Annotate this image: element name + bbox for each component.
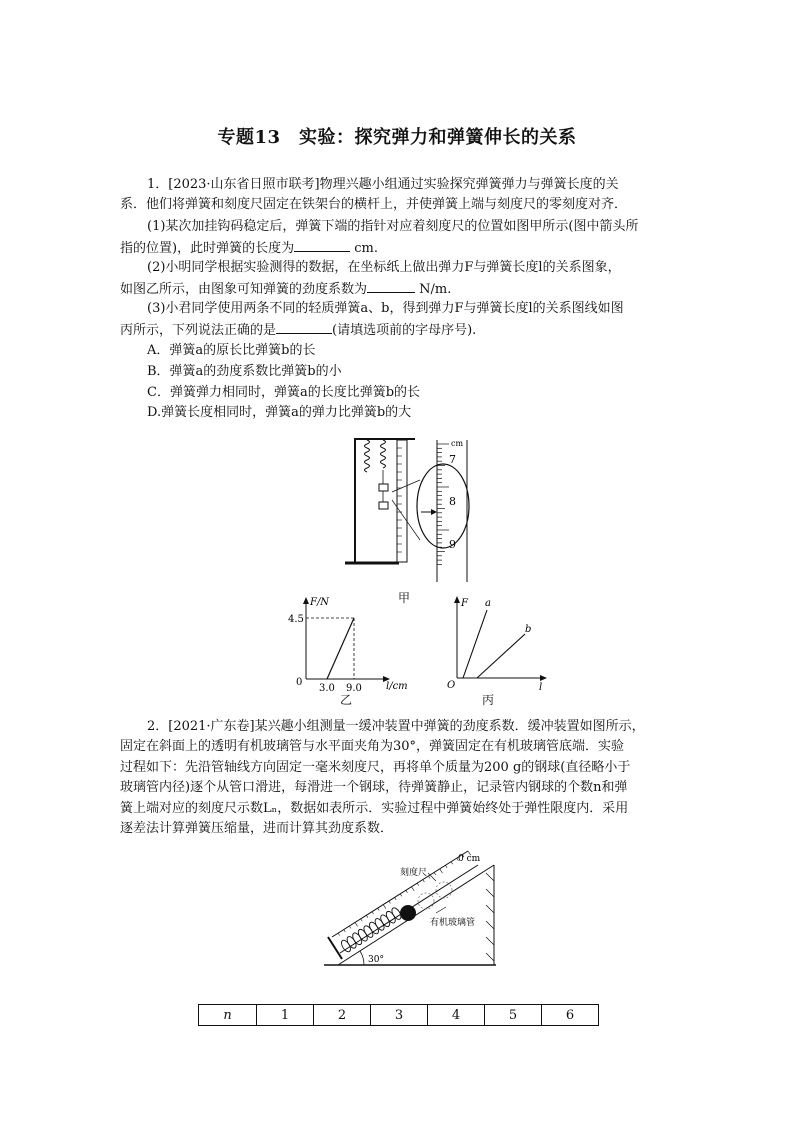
yi-y-label: F/N (310, 597, 330, 608)
table-cell-2: 2 (314, 1005, 371, 1026)
tube-bottom-stopper (328, 937, 342, 959)
stand-ruler-ticks (397, 448, 402, 552)
q1-part1-unit: cm. (350, 241, 378, 256)
answer-blank-length[interactable] (294, 239, 350, 252)
q1-option-a: A．弹簧a的原长比弹簧b的长 (147, 343, 316, 358)
q2-line-6: 逐差法计算弹簧压缩量，进而计算其劲度系数． (120, 821, 394, 836)
pointer-arrowhead (431, 509, 437, 515)
angle-label: 30° (368, 955, 384, 965)
q1-part2-line-2 (120, 280, 451, 298)
spring-right (381, 440, 386, 468)
ruler-label: 刻度尺 (400, 868, 428, 878)
table-row (199, 1005, 599, 1026)
steel-ball (400, 905, 416, 921)
yi-y-arrow (303, 597, 309, 604)
figure-bing-graph (443, 592, 553, 692)
answer-blank-stiffness[interactable] (367, 280, 415, 293)
figure-jia-caption: 甲 (398, 591, 411, 605)
table-cell-1: 1 (257, 1005, 314, 1026)
zoom-line-bottom (392, 500, 420, 540)
q1-line-2: 系．他们将弹簧和刻度尺固定在铁架台的横杆上，并使弹簧上端与刻度尺的零刻度对齐． (120, 197, 628, 212)
zoom-line-top (392, 480, 420, 492)
bing-y-arrow (454, 596, 460, 603)
bing-y-label: F (461, 598, 468, 609)
q2-line-1: 2．[2021·广东卷]某兴趣小组测量一缓冲装置中弹簧的劲度系数．缓冲装置如图所示， (147, 719, 645, 734)
bing-line-b-label: b (525, 624, 532, 635)
table-cell-4: 4 (428, 1005, 485, 1026)
yi-x-tick-3: 3.0 (319, 683, 335, 693)
q1-part2-line-1: (2)小明同学根据实验测得的数据，在坐标纸上做出弹力F与弹簧长度l的关系图象， (147, 260, 621, 275)
q1-part1-text: 指的位置)，此时弹簧的长度为 (120, 241, 295, 256)
magnifier-ellipse (417, 464, 469, 548)
tube-label: 有机玻璃管 (430, 918, 476, 928)
big-ruler-ticks (437, 444, 449, 564)
figure-yi-graph (282, 593, 412, 693)
q1-part3-text: 丙所示，下列说法正确的是 (120, 323, 277, 338)
q2-line-5: 簧上端对应的刻度尺示数Lₙ，数据如表所示．实验过程中弹簧始终处于弹性限度内．采用 (120, 801, 629, 816)
tube-label-leader (436, 907, 446, 913)
table-cell-3: 3 (371, 1005, 428, 1026)
weight-2 (379, 502, 388, 509)
angle-arc (360, 951, 364, 965)
figure-jia-apparatus (345, 432, 475, 587)
figure-tube-incline (318, 845, 503, 970)
q2-line-4: 玻璃管内径)逐个从管口滑进，每滑进一个钢球，待弹簧静止，记录管内钢球的个数n和弹 (120, 780, 628, 795)
ruler-mark-7: 7 (449, 453, 456, 466)
figure-bing-caption: 丙 (482, 693, 495, 707)
q1-part3-line-2 (120, 321, 476, 339)
bing-line-a (463, 610, 487, 678)
answer-blank-choice[interactable] (276, 321, 332, 334)
weight-1 (379, 484, 388, 491)
incline-surface (338, 865, 494, 965)
q1-option-d: D.弹簧长度相同时，弹簧a的弹力比弹簧b的大 (147, 405, 412, 420)
q1-part1-line-2 (120, 239, 378, 257)
table-header-n: n (199, 1005, 257, 1026)
yi-x-label: l/cm (386, 681, 408, 692)
bing-origin-label: O (447, 680, 456, 691)
q1-part1-line-1: (1)某次加挂钩码稳定后，弹簧下端的指针对应着刻度尺的位置如图甲所示(图中箭头所 (147, 219, 639, 234)
page-title: 专题13 实验：探究弹力和弹簧伸长的关系 (217, 127, 577, 148)
q2-line-3: 过程如下：先沿管轴线方向固定一毫米刻度尺，再将单个质量为200 g的钢球(直径略小于 (120, 760, 631, 775)
table-cell-6: 6 (542, 1005, 599, 1026)
q1-option-c: C．弹簧弹力相同时，弹簧a的长度比弹簧b的长 (147, 385, 421, 400)
bing-line-b (477, 634, 525, 678)
yi-y-tick-4-5: 4.5 (288, 614, 304, 625)
bing-line-a-label: a (485, 598, 491, 609)
ball-ghost-1 (418, 893, 434, 909)
q2-line-2: 固定在斜面上的透明有机玻璃管与水平面夹角为30°，弹簧固定在有机玻璃管底端．实验 (120, 739, 625, 754)
ruler-mark-8: 8 (449, 495, 456, 508)
yi-data-line (327, 618, 354, 679)
table-cell-5: 5 (485, 1005, 542, 1026)
q1-part2-unit: N/m. (415, 282, 452, 297)
incline-hatching (486, 873, 494, 961)
spring-left (365, 440, 370, 472)
bing-x-arrow (540, 675, 547, 681)
bing-x-label: l (539, 682, 543, 692)
q1-option-b: B．弹簧a的劲度系数比弹簧b的小 (147, 364, 342, 379)
figure-yi-caption: 乙 (340, 693, 353, 707)
zero-cm-label: 0 cm (458, 854, 481, 864)
q1-part3-line-1: (3)小君同学使用两条不同的轻质弹簧a、b，得到弹力F与弹簧长度l的关系图线如图 (147, 301, 624, 316)
q1-part3-hint: (请填选项前的字母序号). (332, 323, 477, 338)
q1-line-1: 1．[2023·山东省日照市联考]物理兴趣小组通过实验探究弹簧弹力与弹簧长度的关 (147, 177, 619, 192)
ruler-unit-label: cm (451, 439, 464, 448)
q1-part2-text: 如图乙所示，由图象可知弹簧的劲度系数为 (120, 282, 368, 297)
yi-origin-label: 0 (296, 677, 303, 688)
ruler-mark-9: 9 (449, 538, 456, 551)
yi-x-tick-9: 9.0 (346, 683, 362, 693)
data-table (198, 1004, 599, 1026)
